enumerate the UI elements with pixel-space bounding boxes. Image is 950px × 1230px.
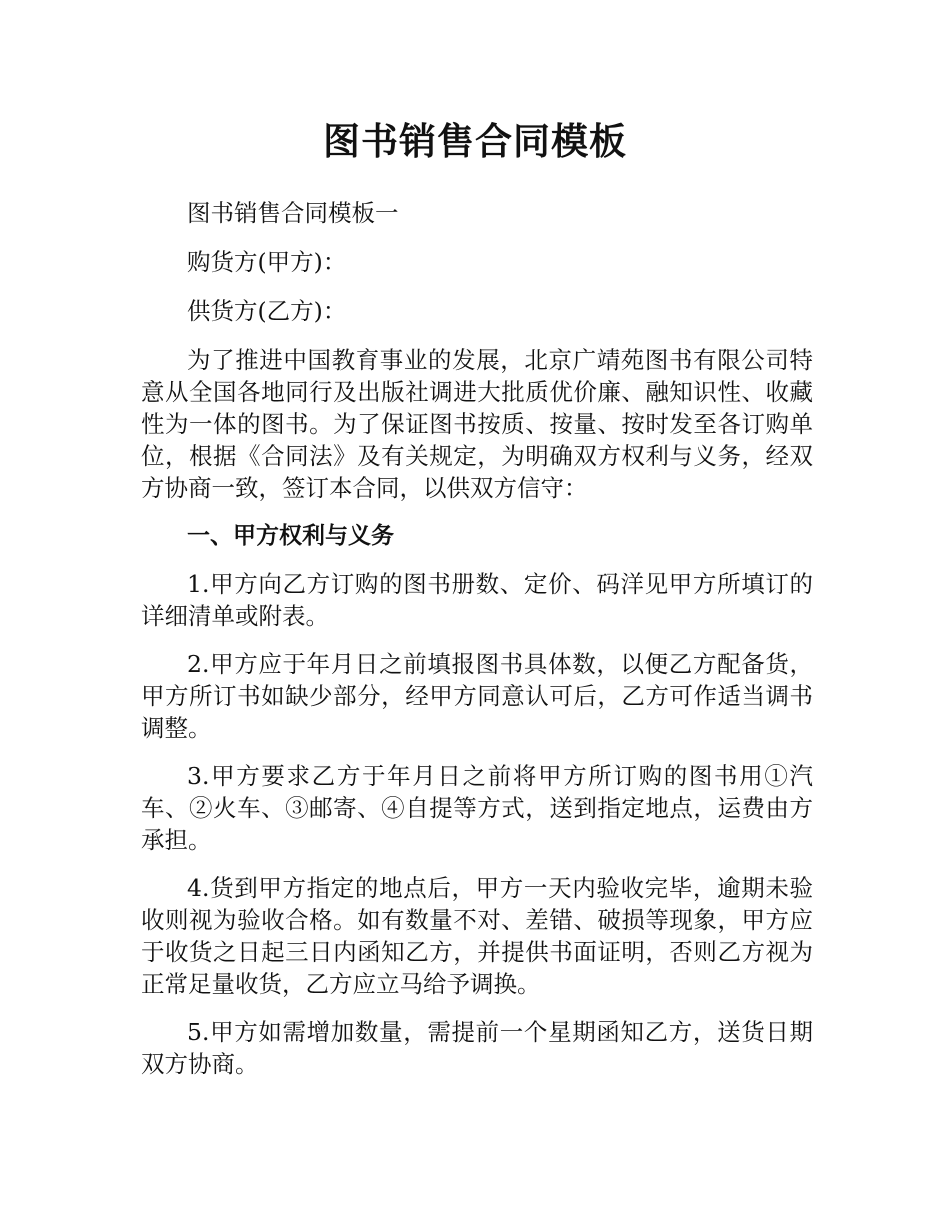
clause-2: 2.甲方应于年月日之前填报图书具体数，以便乙方配备货，甲方所订书如缺少部分，经甲方同意认可后，乙方可作适当调书调整。 [141,650,813,742]
document-body [141,197,813,1096]
document-subtitle: 图书销售合同模板一 [187,199,399,227]
intro-paragraph: 为了推进中国教育事业的发展，北京广靖苑图书有限公司特意从全国各地同行及出版社调进大批质优价廉、融知识性、收藏性为一体的图书。为了保证图书按质、按量、按时发至各订购单位，根据《合同法》及有关规定，为明确双方权利与义务，经双方协商一致，签订本合同，以供双方信守： [141,346,813,502]
buyer-label: 购货方(甲方)： [187,248,347,276]
clause-5: 5.甲方如需增加数量，需提前一个星期函知乙方，送货日期双方协商。 [141,1018,813,1078]
seller-label: 供货方(乙方)： [187,297,347,325]
clause-3: 3.甲方要求乙方于年月日之前将甲方所订购的图书用①汽车、②火车、③邮寄、④自提等方式，送到指定地点，运费由方承担。 [141,762,813,854]
section-1-heading: 一、甲方权利与义务 [187,523,394,549]
clause-1: 1.甲方向乙方订购的图书册数、定价、码洋见甲方所填订的详细清单或附表。 [141,570,813,630]
document-title: 图书销售合同模板 [323,120,627,163]
clause-4: 4.货到甲方指定的地点后，甲方一天内验收完毕，逾期未验收则视为验收合格。如有数量不对、差错、破损等现象，甲方应于收货之日起三日内函知乙方，并提供书面证明，否则乙方视为正常足量收货，乙方应立马给予调换。 [141,874,813,998]
